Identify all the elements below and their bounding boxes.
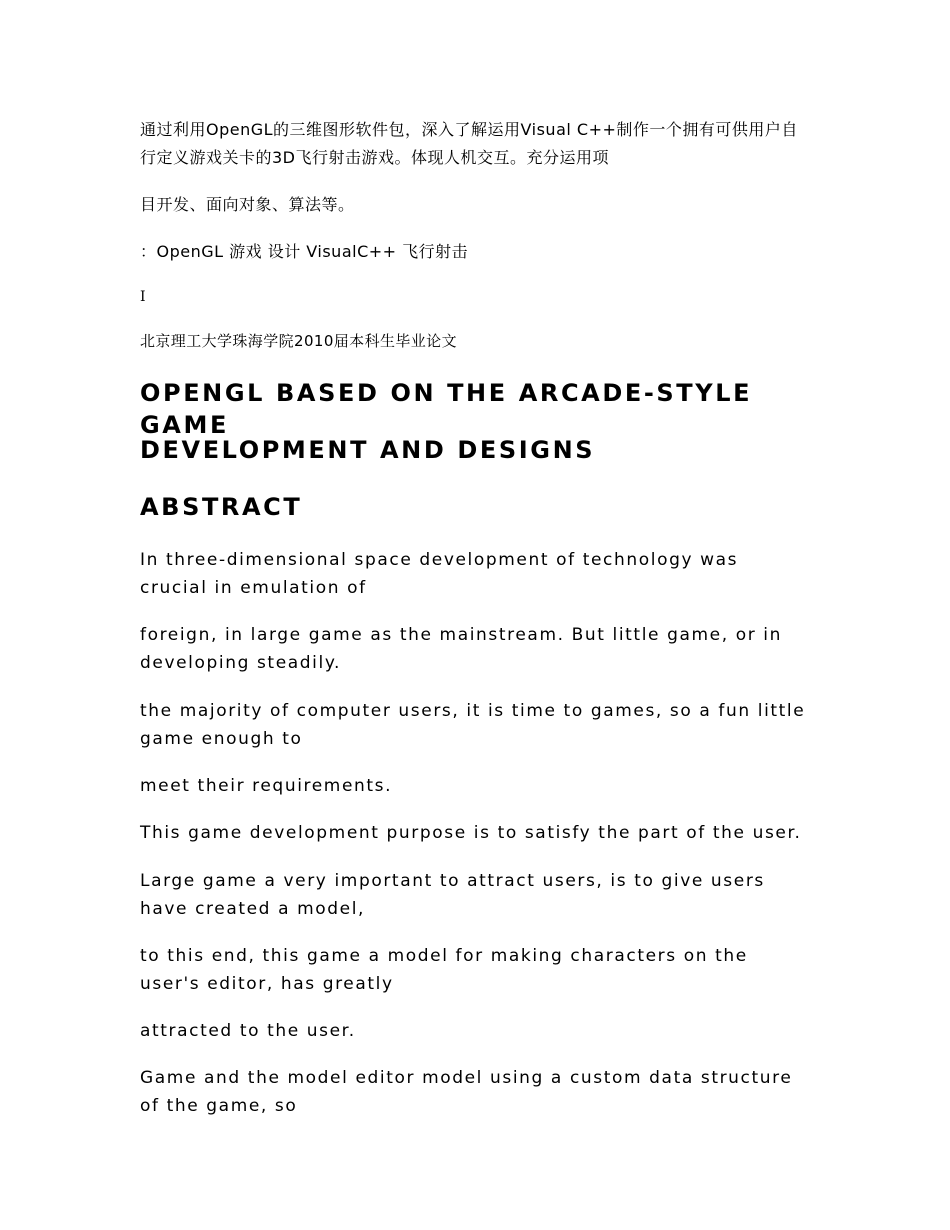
abstract-paragraph: Large game a very important to attract users, is to give users have created a model, (140, 871, 765, 919)
title-line-2: DEVELOPMENT AND DESIGNS (140, 436, 596, 464)
abstract-paragraph: This game development purpose is to satisfy the part of the user. (140, 823, 802, 843)
abstract-paragraph: attracted to the user. (140, 1021, 356, 1041)
abstract-paragraph: foreign, in large game as the mainstream. But little game, or in developing steadily. (140, 625, 783, 673)
abstract-paragraph: Game and the model editor model using a custom data structure of the game, so (140, 1068, 793, 1116)
abstract-paragraph: meet their requirements. (140, 776, 393, 796)
abstract-paragraph: to this end, this game a model for making characters on the user's editor, has greatly (140, 946, 748, 994)
running-header: 北京理工大学珠海学院2010届本科生毕业论文 (140, 332, 457, 350)
chinese-keywords: ：OpenGL 游戏 设计 VisualC++ 飞行射击 (140, 242, 469, 261)
abstract-paragraph: In three-dimensional space development of technology was crucial in emulation of (140, 550, 739, 598)
abstract-heading: ABSTRACT (140, 493, 303, 521)
page-number: I (140, 289, 146, 305)
abstract-paragraph: the majority of computer users, it is time to games, so a fun little game enough to (140, 701, 806, 749)
title-line-1: OPENGL BASED ON THE ARCADE-STYLE GAME (140, 379, 753, 439)
chinese-abstract-continuation: 目开发、面向对象、算法等。 (140, 195, 355, 214)
chinese-abstract-paragraph: 通过利用OpenGL的三维图形软件包，深入了解运用Visual C++制作一个拥有可供用户自行定义游戏关卡的3D飞行射击游戏。体现人机交互。充分运用项 (140, 120, 798, 167)
